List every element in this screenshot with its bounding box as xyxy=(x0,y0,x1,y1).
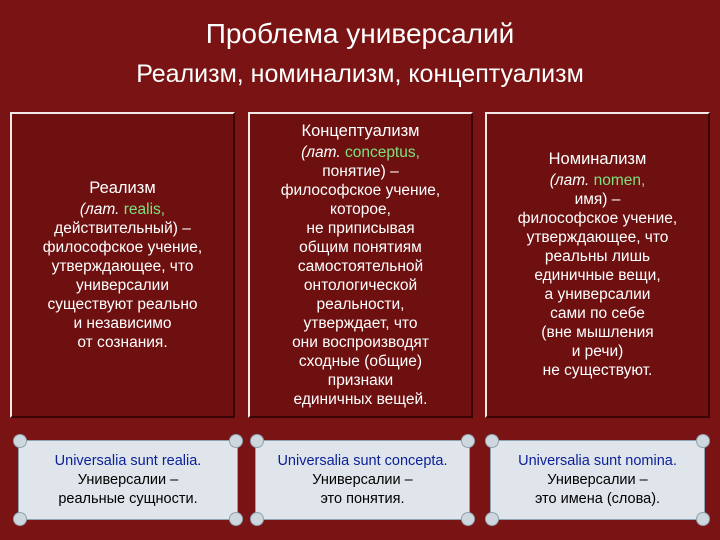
realism-heading: Реализм xyxy=(89,178,156,197)
conceptualism-line: реальности, xyxy=(316,295,405,313)
realism-line: от сознания. xyxy=(77,333,168,351)
realism-latin-line xyxy=(80,200,165,219)
scroll-latin: Universalia sunt realia. xyxy=(54,452,202,469)
nominalism-line: имя) – xyxy=(574,191,621,208)
nominalism-line: единичные вещи, xyxy=(534,267,661,284)
scroll-curl-icon xyxy=(229,434,243,448)
scroll-line: реальные сущности. xyxy=(58,490,198,507)
scroll-curl-icon xyxy=(485,512,499,526)
scroll-curl-icon xyxy=(485,434,499,448)
conceptualism-line: они воспроизводят xyxy=(292,333,429,351)
scroll-line: Универсалии – xyxy=(312,471,413,488)
scroll-curl-icon xyxy=(229,512,243,526)
realism-panel xyxy=(10,112,235,418)
nominalism-line: а универсалии xyxy=(544,286,651,303)
conceptualism-latin-line xyxy=(301,143,420,162)
conceptualism-lat-word: conceptus, xyxy=(344,143,420,161)
scroll-latin: Universalia sunt nomina. xyxy=(518,452,677,469)
realism-line: и независимо xyxy=(73,314,172,332)
conceptualism-line: единичных вещей. xyxy=(293,390,428,408)
realism-line: утверждающее, что xyxy=(51,257,194,275)
conceptualism-scroll xyxy=(255,440,470,520)
nominalism-panel xyxy=(485,112,710,418)
nominalism-line: реальны лишь xyxy=(544,248,651,265)
nominalism-latin-line xyxy=(550,171,646,190)
scroll-curl-icon xyxy=(13,512,27,526)
conceptualism-lat-prefix: (лат. xyxy=(301,143,341,161)
scroll-curl-icon xyxy=(696,512,710,526)
conceptualism-line: философское учение, xyxy=(280,181,441,199)
nominalism-heading: Номинализм xyxy=(548,150,647,168)
nominalism-lat-word: nomen, xyxy=(593,172,646,189)
nominalism-line: сами по себе xyxy=(550,305,645,322)
conceptualism-heading: Концептуализм xyxy=(301,121,420,140)
scroll-line: Универсалии – xyxy=(77,471,179,488)
nominalism-line: философское учение, xyxy=(517,210,678,227)
scroll-curl-icon xyxy=(461,512,475,526)
realism-lat-prefix: (лат. xyxy=(79,200,120,218)
scroll-curl-icon xyxy=(461,434,475,448)
realism-line: универсалии xyxy=(76,276,169,294)
slide-subtitle: Реализм, номинализм, концептуализм xyxy=(136,60,584,88)
scroll-curl-icon xyxy=(13,434,27,448)
realism-line: философское учение, xyxy=(42,238,203,256)
nominalism-scroll xyxy=(490,440,705,520)
scroll-line: это понятия. xyxy=(320,490,405,507)
conceptualism-panel xyxy=(248,112,473,418)
scroll-latin: Universalia sunt concepta. xyxy=(277,452,448,469)
scroll-curl-icon xyxy=(250,434,264,448)
conceptualism-line: утверждает, что xyxy=(303,314,418,332)
conceptualism-line: признаки xyxy=(327,371,394,389)
realism-line: существуют реально xyxy=(47,295,198,313)
nominalism-line: (вне мышления xyxy=(541,324,654,341)
slide-title: Проблема универсалий xyxy=(205,18,515,49)
conceptualism-line: онтологической xyxy=(303,276,418,294)
conceptualism-line: самостоятельной xyxy=(297,257,424,275)
conceptualism-line: сходные (общие) xyxy=(298,352,423,370)
nominalism-line: не существуют. xyxy=(542,362,653,379)
scroll-line: это имена (слова). xyxy=(534,490,661,507)
conceptualism-line: которое, xyxy=(330,200,391,218)
realism-line: действительный) – xyxy=(54,219,191,237)
nominalism-line: и речи) xyxy=(571,343,624,360)
conceptualism-line: не приписывая xyxy=(306,219,415,237)
realism-scroll xyxy=(18,440,238,520)
scroll-curl-icon xyxy=(250,512,264,526)
conceptualism-line: понятие) – xyxy=(322,162,399,180)
conceptualism-line: общим понятиям xyxy=(299,238,422,256)
scroll-curl-icon xyxy=(696,434,710,448)
scroll-line: Универсалии – xyxy=(547,471,648,488)
nominalism-line: утверждающее, что xyxy=(526,229,669,246)
realism-lat-word: realis, xyxy=(123,200,166,218)
nominalism-lat-prefix: (лат. xyxy=(549,172,590,189)
